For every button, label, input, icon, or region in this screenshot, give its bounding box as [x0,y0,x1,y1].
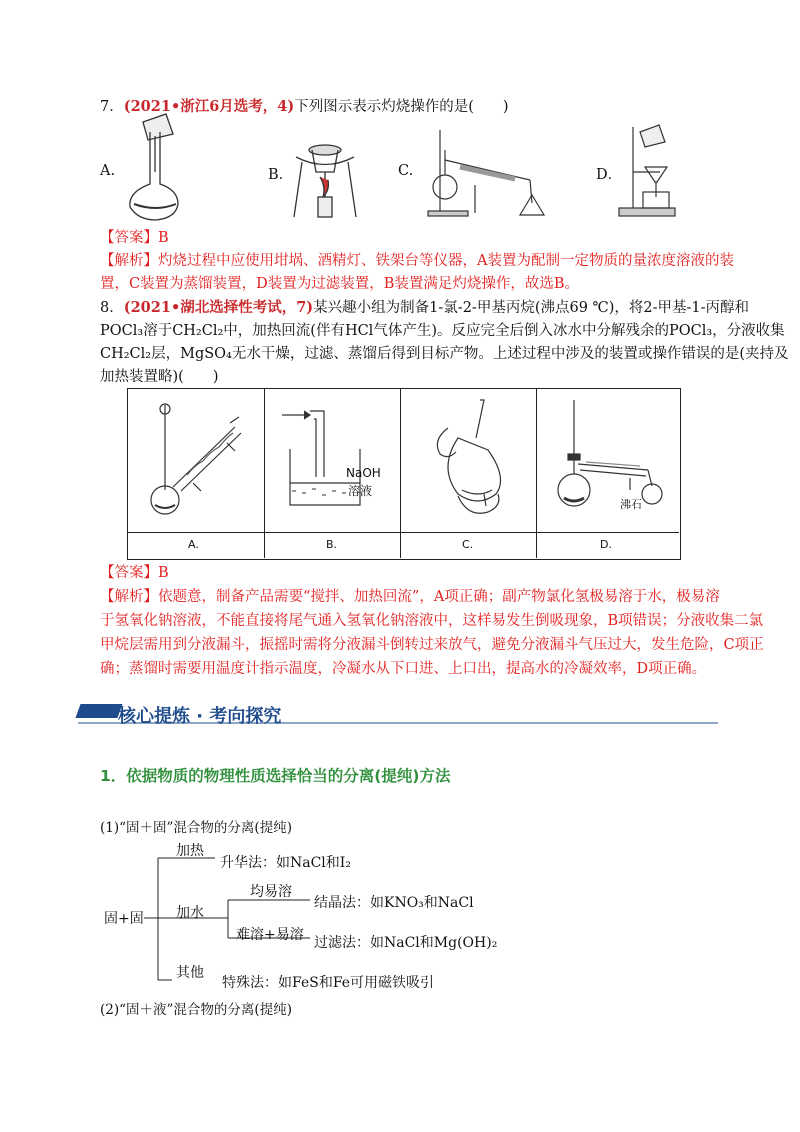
q8-stem-line4: 加热装置略)( ) [100,369,219,385]
q8-panel-label-d: D. [600,538,612,551]
q7-analysis-line1 [100,251,734,271]
q8-analysis-line4: 确；蒸馏时需要用温度计指示温度，冷凝水从下口进、上口出，提高水的冷凝效率，D项正确。 [100,661,707,677]
section-1-title: 1．依据物质的物理性质选择恰当的分离(提纯)方法 [100,767,451,785]
tree-branch-both-soluble: 均易溶 [250,884,292,900]
q8-panel-label-b: B. [326,538,338,551]
tree-method-crystallization: 结晶法：如KNO₃和NaCl [314,895,474,911]
q8-analysis-line1 [100,587,720,607]
q8-answer [100,563,169,583]
q7-question: 下列图示表示灼烧操作的是( ) [294,99,509,115]
q7-answer-tag: 【答案】 [100,230,158,246]
q8-apparatus-c-separatory-funnel [418,398,530,528]
tree-branch-water: 加水 [176,905,204,921]
q7-analysis-text1: 灼烧过程中应使用坩埚、酒精灯、铁架台等仪器，A装置为配制一定物质的量浓度溶液的装 [158,253,734,269]
q7-answer-value: B [158,230,169,246]
q7-apparatus-d-filtration [615,122,685,222]
q8-boiling-stone-label: 沸石 [620,498,642,511]
q8-answer-tag: 【答案】 [100,565,158,581]
sub-heading-solid-solid: (1)“固＋固”混合物的分离(提纯) [100,820,292,836]
q8-stem-line1 [100,298,749,318]
q7-answer [100,228,169,248]
q8-apparatus-a-reflux [135,395,260,527]
q8-analysis-line3: 甲烷层需用到分液漏斗，振摇时需将分液漏斗倒转过来放气，避免分液漏斗气压过大，发生危险，C项正 [100,637,764,653]
q7-analysis-tag: 【解析】 [100,253,158,269]
q8-apparatus-b-gas-absorption [280,405,395,523]
q8-number: 8． [100,300,124,316]
q8-source: (2021•湖北选择性考试，7) [123,299,314,316]
q8-figure-divider-1 [264,388,265,558]
q8-answer-value: B [158,565,169,581]
q7-source: (2021•浙江6月选考，4) [123,98,295,115]
q8-figure-label-divider [127,532,679,533]
tree-branch-heat: 加热 [176,843,204,859]
q8-apparatus-d-distillation [548,398,676,528]
tree-method-sublimation: 升华法：如NaCl和I₂ [220,855,351,871]
tree-root: 固+固 [104,911,144,927]
tree-method-filtration: 过滤法：如NaCl和Mg(OH)₂ [314,935,498,951]
q8-figure-divider-3 [536,388,537,558]
q8-naoh-label: NaOH [346,466,381,480]
tree-branch-insoluble-soluble: 难溶+易溶 [236,927,304,943]
q7-apparatus-a-volumetric-flask [118,112,208,222]
q7-apparatus-c-distillation [420,125,550,220]
q8-panel-label-a: A. [188,538,199,551]
q8-analysis-line2: 于氢氧化钠溶液，不能直接将尾气通入氢氧化钠溶液中，这样易发生倒吸现象，B项错误；分液收集二氯 [100,613,764,629]
q7-option-c: C. [398,163,414,179]
q8-analysis-tag: 【解析】 [100,589,158,605]
heading-bar-decoration [75,704,122,718]
q7-option-a: A. [100,163,116,179]
q7-option-b: B． [268,167,294,183]
q7-apparatus-b-crucible-heating [290,132,360,222]
sub-heading-solid-liquid: (2)“固＋液”混合物的分离(提纯) [100,1002,292,1018]
q8-text1: 某兴趣小组为制备1-氯-2-甲基丙烷(沸点69 ℃)，将2-甲基-1-丙醇和 [313,300,750,316]
q8-figure-divider-2 [400,388,401,558]
q7-number: 7． [100,99,124,115]
q8-stem-line3: CH₂Cl₂层，MgSO₄无水干燥，过滤、蒸馏后得到目标产物。上述过程中涉及的装置或操作错误的是(夹持及 [100,346,789,362]
q8-solution-label: 溶液 [348,484,373,498]
q8-analysis-text1: 依题意，制备产品需要“搅拌、加热回流”，A项正确；副产物氯化氢极易溶于水，极易溶 [158,589,720,605]
tree-branch-other: 其他 [176,965,204,981]
q7-analysis-line2: 置，C装置为蒸馏装置，D装置为过滤装置，B装置满足灼烧操作，故选B。 [100,276,580,292]
q8-panel-label-c: C. [462,538,474,551]
tree-method-special: 特殊法：如FeS和Fe可用磁铁吸引 [222,975,435,991]
section-heading: 核心提炼 · 考向探究 [118,706,282,727]
q8-stem-line2: POCl₃溶于CH₂Cl₂中，加热回流(伴有HCl气体产生)。反应完全后倒入冰水中分解残余的POCl₃，分液收集 [100,323,785,339]
q7-option-d: D． [596,167,623,183]
